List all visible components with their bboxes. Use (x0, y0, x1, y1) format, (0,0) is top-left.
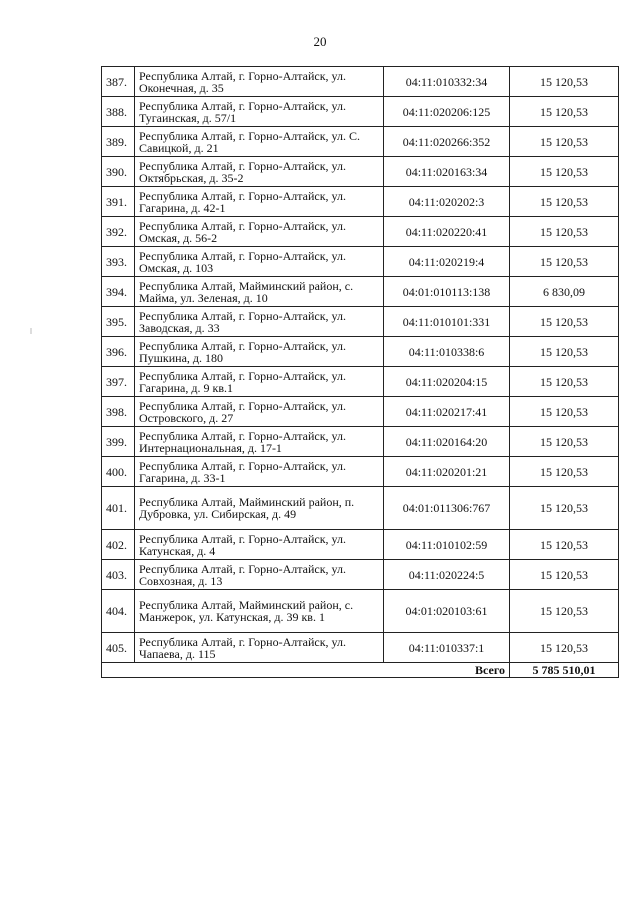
table-row (102, 367, 619, 397)
table-row (102, 427, 619, 457)
row-amount: 15 120,53 (510, 530, 619, 560)
row-amount: 6 830,09 (510, 277, 619, 307)
table-row (102, 633, 619, 663)
row-amount: 15 120,53 (510, 247, 619, 277)
row-cadastral-number: 04:11:020206:125 (384, 97, 510, 127)
row-cadastral-number: 04:11:020266:352 (384, 127, 510, 157)
row-number: 404. (102, 590, 135, 633)
row-number: 400. (102, 457, 135, 487)
table-row (102, 530, 619, 560)
row-cadastral-number: 04:01:011306:767 (384, 487, 510, 530)
row-amount: 15 120,53 (510, 187, 619, 217)
row-address: Республика Алтай, г. Горно-Алтайск, ул. Тугаинская, д. 57/1 (135, 97, 384, 127)
row-cadastral-number: 04:11:020202:3 (384, 187, 510, 217)
row-number: 393. (102, 247, 135, 277)
row-address: Республика Алтай, г. Горно-Алтайск, ул. Катунская, д. 4 (135, 530, 384, 560)
row-address: Республика Алтай, г. Горно-Алтайск, ул. Островского, д. 27 (135, 397, 384, 427)
row-cadastral-number: 04:01:010113:138 (384, 277, 510, 307)
row-cadastral-number: 04:11:020220:41 (384, 217, 510, 247)
row-amount: 15 120,53 (510, 67, 619, 97)
row-cadastral-number: 04:11:020204:15 (384, 367, 510, 397)
row-amount: 15 120,53 (510, 397, 619, 427)
table-row (102, 560, 619, 590)
table-row (102, 67, 619, 97)
table-row (102, 157, 619, 187)
row-number: 397. (102, 367, 135, 397)
scan-mark (30, 328, 32, 334)
row-address: Республика Алтай, Майминский район, с. Манжерок, ул. Катунская, д. 39 кв. 1 (135, 590, 384, 633)
row-amount: 15 120,53 (510, 157, 619, 187)
row-number: 405. (102, 633, 135, 663)
row-address: Республика Алтай, г. Горно-Алтайск, ул. Гагарина, д. 9 кв.1 (135, 367, 384, 397)
row-cadastral-number: 04:11:020219:4 (384, 247, 510, 277)
table-row (102, 457, 619, 487)
row-number: 388. (102, 97, 135, 127)
row-address: Республика Алтай, г. Горно-Алтайск, ул. Пушкина, д. 180 (135, 337, 384, 367)
table-row (102, 247, 619, 277)
row-amount: 15 120,53 (510, 337, 619, 367)
row-number: 391. (102, 187, 135, 217)
row-cadastral-number: 04:11:010332:34 (384, 67, 510, 97)
row-amount: 15 120,53 (510, 97, 619, 127)
row-number: 394. (102, 277, 135, 307)
row-amount: 15 120,53 (510, 217, 619, 247)
total-row (102, 663, 619, 678)
row-amount: 15 120,53 (510, 487, 619, 530)
row-number: 403. (102, 560, 135, 590)
row-amount: 15 120,53 (510, 590, 619, 633)
property-table (101, 66, 619, 678)
table-row (102, 337, 619, 367)
table-row (102, 127, 619, 157)
row-number: 387. (102, 67, 135, 97)
row-address: Республика Алтай, г. Горно-Алтайск, ул. Омская, д. 103 (135, 247, 384, 277)
row-address: Республика Алтай, г. Горно-Алтайск, ул. Оконечная, д. 35 (135, 67, 384, 97)
row-amount: 15 120,53 (510, 307, 619, 337)
row-number: 399. (102, 427, 135, 457)
row-amount: 15 120,53 (510, 633, 619, 663)
row-number: 402. (102, 530, 135, 560)
row-amount: 15 120,53 (510, 560, 619, 590)
row-cadastral-number: 04:11:020164:20 (384, 427, 510, 457)
table-row (102, 307, 619, 337)
row-address: Республика Алтай, г. Горно-Алтайск, ул. Заводская, д. 33 (135, 307, 384, 337)
page-number: 20 (313, 34, 327, 49)
row-cadastral-number: 04:11:010102:59 (384, 530, 510, 560)
row-cadastral-number: 04:11:010101:331 (384, 307, 510, 337)
row-number: 396. (102, 337, 135, 367)
row-address: Республика Алтай, г. Горно-Алтайск, ул. Интернациональная, д. 17-1 (135, 427, 384, 457)
row-amount: 15 120,53 (510, 367, 619, 397)
row-number: 390. (102, 157, 135, 187)
table-row (102, 397, 619, 427)
table-row (102, 590, 619, 633)
row-cadastral-number: 04:11:010337:1 (384, 633, 510, 663)
row-address: Республика Алтай, Майминский район, п. Дубровка, ул. Сибирская, д. 49 (135, 487, 384, 530)
row-number: 398. (102, 397, 135, 427)
table-row (102, 277, 619, 307)
row-number: 389. (102, 127, 135, 157)
row-address: Республика Алтай, г. Горно-Алтайск, ул. Совхозная, д. 13 (135, 560, 384, 590)
row-number: 392. (102, 217, 135, 247)
row-address: Республика Алтай, г. Горно-Алтайск, ул. Гагарина, д. 33-1 (135, 457, 384, 487)
row-amount: 15 120,53 (510, 127, 619, 157)
row-amount: 15 120,53 (510, 427, 619, 457)
row-cadastral-number: 04:11:010338:6 (384, 337, 510, 367)
row-address: Республика Алтай, г. Горно-Алтайск, ул. Чапаева, д. 115 (135, 633, 384, 663)
row-cadastral-number: 04:11:020224:5 (384, 560, 510, 590)
row-amount: 15 120,53 (510, 457, 619, 487)
row-cadastral-number: 04:11:020163:34 (384, 157, 510, 187)
table-row (102, 487, 619, 530)
row-cadastral-number: 04:11:020217:41 (384, 397, 510, 427)
table-row (102, 187, 619, 217)
table-row (102, 217, 619, 247)
row-address: Республика Алтай, г. Горно-Алтайск, ул. Октябрьская, д. 35-2 (135, 157, 384, 187)
row-number: 401. (102, 487, 135, 530)
row-cadastral-number: 04:01:020103:61 (384, 590, 510, 633)
row-address: Республика Алтай, г. Горно-Алтайск, ул. Омская, д. 56-2 (135, 217, 384, 247)
row-address: Республика Алтай, Майминский район, с. Майма, ул. Зеленая, д. 10 (135, 277, 384, 307)
row-number: 395. (102, 307, 135, 337)
row-address: Республика Алтай, г. Горно-Алтайск, ул. Гагарина, д. 42-1 (135, 187, 384, 217)
total-amount: 5 785 510,01 (510, 663, 619, 678)
row-cadastral-number: 04:11:020201:21 (384, 457, 510, 487)
row-address: Республика Алтай, г. Горно-Алтайск, ул. С. Савицкой, д. 21 (135, 127, 384, 157)
total-label: Всего (102, 663, 510, 678)
table-row (102, 97, 619, 127)
